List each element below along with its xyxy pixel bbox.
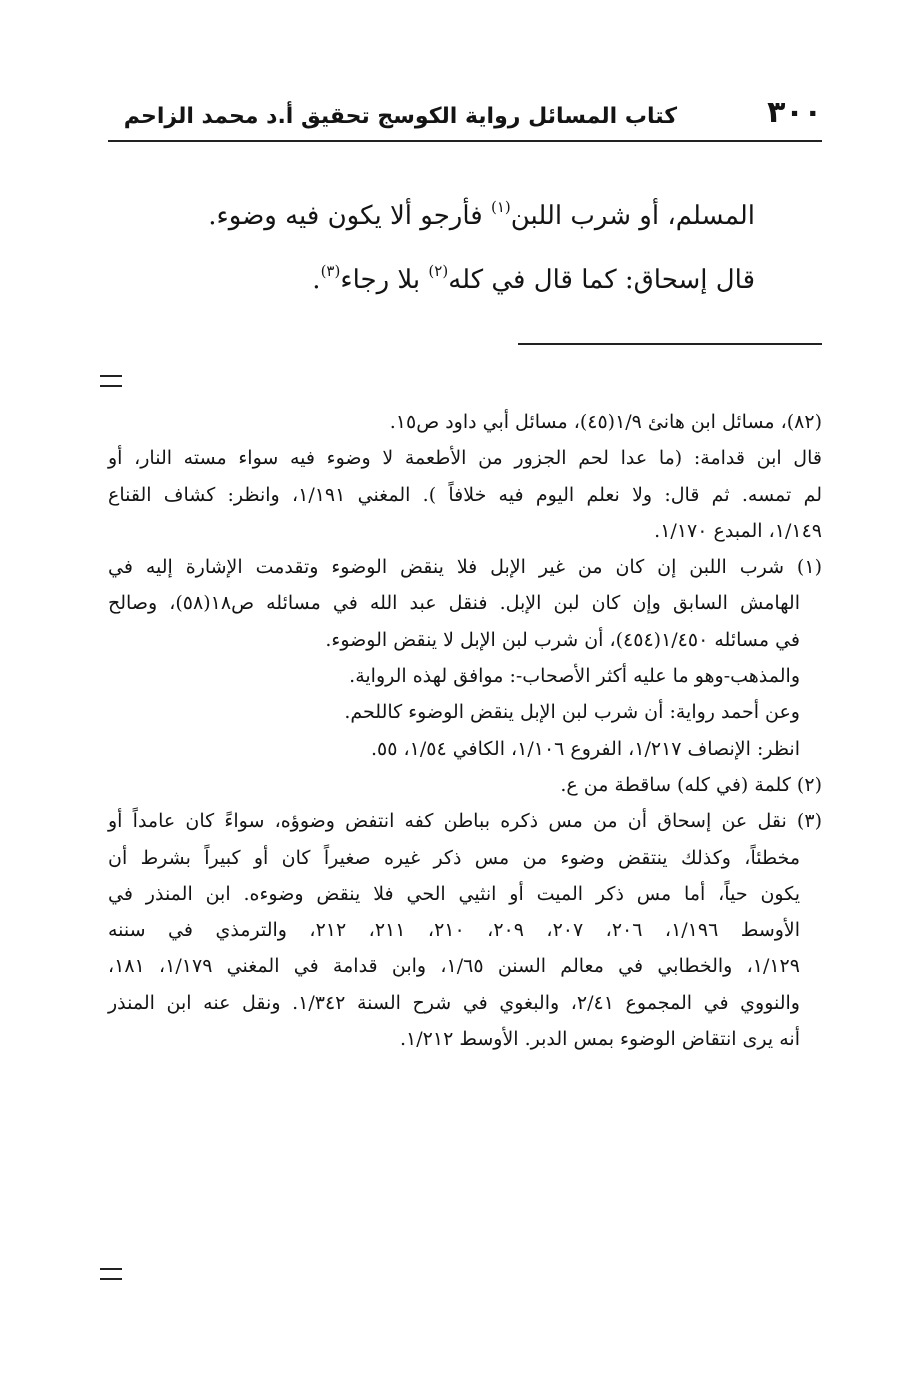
page-header [108, 92, 822, 134]
footnote-line: انظر: الإنصاف ١/٢١٧، الفروع ١/١٠٦، الكافي ١/٥٤، ٥٥. [371, 737, 800, 760]
footnote-line: (٣) نقل عن إسحاق أن من مس ذكره بباطن كفه انتفض وضوؤه، سواءً كان عامداً أو [108, 810, 822, 833]
footnote-ref: (٢) [428, 262, 449, 280]
continuation-mark [100, 1268, 122, 1280]
footnote-line: (١) شرب اللبن إن كان من غير الإبل فلا ينقض الوضوء وتقدمت الإشارة إليه في [108, 556, 822, 579]
footnote-ref: (١) [490, 198, 511, 216]
footnote-line: أنه يرى انتقاض الوضوء بمس الدبر. الأوسط ١/٢١٢. [400, 1028, 800, 1051]
page-number: ٣٠٠ [767, 95, 822, 130]
footnote-line: وعن أحمد رواية: أن شرب لبن الإبل ينقض الوضوء كاللحم. [344, 701, 800, 724]
footnote-ref: (٣) [320, 262, 341, 280]
footnote-line: والمذهب-وهو ما عليه أكثر الأصحاب-: موافق لهذه الرواية. [349, 665, 800, 688]
footnote-line: لم تمسه. ثم قال: ولا نعلم اليوم فيه خلافاً ). المغني ١/١٩١، وانظر: كشاف القناع [108, 483, 822, 506]
footnote-line: ١/١٢٩، والخطابي في معالم السنن ١/٦٥، وابن قدامة في المغني ١/١٧٩، ١٨١، [108, 955, 800, 978]
footnote-line: قال ابن قدامة: (ما عدا لحم الجزور من الأطعمة لا وضوء فيه سواء مسته النار، أو [108, 447, 822, 470]
footnote-line: ١/١٤٩، المبدع ١/١٧٠. [654, 519, 822, 542]
footnote-line: الأوسط ١/١٩٦، ٢٠٦، ٢٠٧، ٢٠٩، ٢١٠، ٢١١، ٢١٢، والترمذي في سننه [108, 919, 801, 942]
main-line [130, 244, 755, 308]
main-text [130, 180, 755, 308]
continuation-mark [100, 375, 122, 387]
running-title: كتاب المسائل رواية الكوسج تحقيق أ.د محمد الزاحم [123, 104, 677, 129]
footnote-line: (٨٢)، مسائل ابن هانئ ١/٩(٤٥)، مسائل أبي داود ص١٥. [389, 411, 822, 433]
footnote-separator [518, 343, 822, 345]
footnote-line: والنووي في المجموع ٢/٤١، والبغوي في شرح السنة ١/٣٤٢. ونقل عنه ابن المنذر [108, 991, 800, 1014]
footnote-line: الهامش السابق وإن كان لبن الإبل. فنقل عبد الله في مسائله ص١٨(٥٨)، وصالح [108, 592, 800, 615]
main-text-segment: . [312, 265, 321, 295]
footnote-line: (٢) كلمة (في كله) ساقطة من ع. [560, 773, 822, 796]
main-line [130, 180, 755, 244]
main-text-segment: فأرجو ألا يكون فيه وضوء. [208, 201, 491, 231]
main-text-segment: قال إسحاق: كما قال في كله [448, 265, 755, 295]
footnotes [108, 404, 822, 1057]
footnote-line: يكون حياً، أما مس ذكر الميت أو انثيي الحي فلا ينقض وضوءه. ابن المنذر في [108, 882, 800, 905]
header-rule [108, 140, 822, 142]
footnote-line: في مسائله ١/٤٥٠(٤٥٤)، أن شرب لبن الإبل لا ينقض الوضوء. [325, 628, 800, 651]
main-text-segment: المسلم، أو شرب اللبن [510, 201, 755, 231]
footnote-line: مخطئاً، وكذلك ينتقض وضوء من مس ذكر غيره صغيراً كان أو كبيراً بشرط أن [108, 846, 800, 869]
main-text-segment: بلا رجاء [340, 265, 429, 295]
